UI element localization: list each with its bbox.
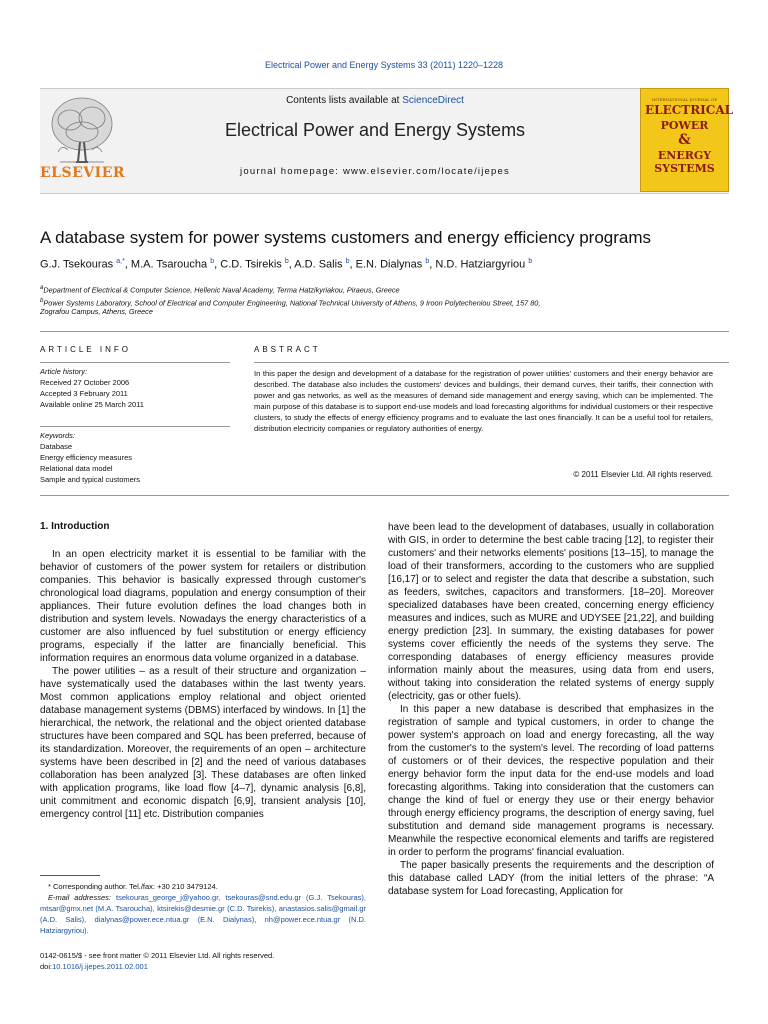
issn-block	[40, 950, 366, 972]
contents-prefix: Contents lists available at	[286, 95, 403, 106]
keyword: Relational data model	[40, 464, 113, 473]
corresponding-author: * Corresponding author. Tel./fax: +30 210 3479124.	[48, 882, 218, 891]
abstract-text: In this paper the design and development of a database for the registration of power utilities' customers and their energy behavior are described. The database also includes the customers' devices and buildings, their demand curves, their tariffs, their connection with power and gas networks, as well as the measures of demand side management and energy saving, which can be implemented. The main purpose of this database is to support end-use models and load forecasting algorithms for individual customers or their respective clusters, to study the effects of energy efficiency programs and to evaluate the last ones financially. It can be a useful tool for retailers, distribution electricity companies or regulatory authorities of energy.	[254, 369, 713, 433]
divider	[254, 362, 729, 363]
email-label: E-mail addresses:	[48, 893, 111, 902]
author-name: E.N. Dialynas	[355, 258, 423, 271]
history-label: Article history:	[40, 367, 88, 376]
doi-prefix: doi:	[40, 962, 53, 971]
paragraph: have been lead to the development of databases, usually in collaboration with GIS, in order to determine the best cable tracing [12], to register their customers' and their networks elements' positions [13–15], to manage the load of their transformers, according to the customers who are supplied [16,17] or to select and register the data that describe a substation, such as feeders, switches, capacitors and transformers. [18–20]. Moreover specialized databases have been created, concerning energy efficiency measures and indices, such as MURE and UDYSEE [21,22], and building energy prediction [23]. In summary, the existing databases for power systems cover efficiently the needs of the systems they serve. The corresponding databases of energy efficiency measures provide information mainly about the measures, using data from end users, without taking into consideration the related systems of energy supply (electricity, gas or other fuels).	[388, 522, 714, 702]
section-heading-introduction: 1. Introduction	[40, 521, 110, 532]
paragraph: The paper basically presents the requirements and the description of this database called LADY (from the initial letters of the phrase: “A database system for Load forecasting, Application for	[388, 860, 714, 897]
journal-homepage	[140, 166, 610, 177]
keyword: Database	[40, 442, 73, 451]
paragraph: In an open electricity market it is essential to be familiar with the behavior of customers of the power system for retailers or distribution companies. This behavior is basically expressed through customer's chronological load diagrams, population and energy consumption of their appliances. Their future evolution defines the load changes both in distribution and system levels. Nowadays the energy characteristics of a customer are also influenced by fuel substitution or energy efficiency programs, especially if the latter are financially beneficial. This information requires an enormous data volume organized in a database.	[40, 549, 366, 664]
author-name: M.A. Tsaroucha	[130, 258, 208, 271]
history-accepted: Accepted 3 February 2011	[40, 389, 128, 398]
keyword: Sample and typical customers	[40, 475, 141, 484]
paragraph: In this paper a new database is described that emphasizes in the registration of sample and typical customers, in order to change the power system's approach on load and energy forecasting, all the way from the customer's to the system's level. The recording of load patterns of customers or of their devices, the respective population and their energy behavior form the input data for the end-use models and load forecasting algorithms. Taking into consideration that the customers can change the kind of fuel or energy they use or their energy behavior through energy efficiency programs, the description of energy saving, fuel substitution and demand side management programs is necessary. Meanwhile the respective economical elements and tariffs are registered in order to perform the programs' financial evaluation.	[388, 704, 714, 858]
footnote-rule	[40, 875, 100, 876]
cover-line-5: SYSTEMS	[654, 162, 715, 175]
history-online: Available online 25 March 2011	[40, 400, 144, 409]
issn-line: 0142-0615/$ - see front matter © 2011 Elsevier Ltd. All rights reserved.	[40, 951, 275, 960]
author-affiliation-marker[interactable]: b	[345, 258, 350, 265]
journal-cover-thumbnail	[640, 88, 734, 192]
article-info-heading: ARTICLE INFO	[40, 345, 131, 354]
journal-name: Electrical Power and Energy Systems	[224, 120, 526, 140]
author-affiliation-marker[interactable]: b	[284, 258, 289, 265]
affiliation-text: Department of Electrical & Computer Science, Hellenic Naval Academy, Terma Hatzikyriakou, Piraeus, Greece	[43, 285, 400, 295]
divider	[40, 362, 230, 363]
email-addresses[interactable]: tsekouras_george_j@yahoo.gr, tsekouras@snd.edu.gr (G.J. Tsekouras), mtsar@gmx.net (M.A. Tsaroucha), ktsirekis@desmie.gr (C.D. Tsirekis), anastasios.salis@gmail.gr (A.D. Salis), dialynas@power.ece.ntua.gr (E.N. Dialynas), nh@power.ece.ntua.gr (N.D. Hatziargyriou).	[40, 893, 366, 935]
abstract-copyright: © 2011 Elsevier Ltd. All rights reserved.	[573, 470, 713, 479]
contents-line	[140, 95, 610, 106]
body-column-right	[388, 521, 714, 898]
author-name: C.D. Tsirekis	[220, 258, 282, 271]
cover-line-2: POWER	[660, 119, 709, 132]
keywords-label: Keywords:	[40, 431, 76, 440]
divider	[40, 331, 729, 332]
author-affiliation-marker[interactable]: b	[425, 258, 430, 265]
article-history	[40, 366, 230, 410]
author-list: G.J. Tsekouras $^{a,*}$, M.A. Tsaroucha $^b$, C.D. Tsirekis $^b$, A.D. Salis $^b$, E.N. Dialynas $^b$, N.D. Hatziargyriou $^b$	[40, 258, 533, 271]
elsevier-wordmark: ELSEVIER	[40, 165, 126, 181]
author-name: G.J. Tsekouras	[40, 258, 114, 271]
divider	[40, 426, 230, 427]
doi-link[interactable]: 10.1016/j.ijepes.2011.02.001	[52, 962, 148, 971]
keyword: Energy efficiency measures	[40, 453, 132, 462]
cover-line-3: &	[678, 132, 691, 148]
history-received: Received 27 October 2006	[40, 378, 130, 387]
author-affiliation-marker[interactable]: a,*	[116, 258, 125, 265]
homepage-link[interactable]: www.elsevier.com/locate/ijepes	[342, 166, 510, 177]
abstract-heading: ABSTRACT	[254, 345, 321, 354]
affiliation-b-cont	[40, 306, 730, 317]
sciencedirect-link[interactable]: ScienceDirect	[402, 95, 464, 106]
article-title: A database system for power systems customers and energy efficiency programs	[40, 228, 652, 247]
affiliation-text: Power Systems Laboratory, School of Electrical and Computer Engineering, National Technical University of Athens, 9 Iroon Polytecheniou Street, 157 80,	[43, 298, 541, 308]
author-name: A.D. Salis	[294, 258, 343, 271]
author-name: N.D. Hatziargyriou	[435, 258, 526, 271]
cover-line-4: ENERGY	[657, 149, 712, 162]
author-affiliation-marker[interactable]: b	[528, 258, 533, 265]
affiliation-a	[40, 282, 730, 295]
footnote	[40, 881, 366, 936]
cover-small-text: INTERNATIONAL JOURNAL OF	[651, 97, 718, 102]
journal-citation[interactable]: Electrical Power and Energy Systems 33 (2011) 1220–1228	[265, 60, 503, 70]
paragraph: The power utilities – as a result of their structure and organization – have systematically used the databases within the last twenty years. Most common applications employ relational and object oriented database management systems (DBMS) interfaced by windows. In [1] the hierarchical, the network, the relational and the object oriented database structures have been compared and SQL has been preferred, because of its standardization. Moreover, the requirements of an open – architecture systems have been described in [2] and the need of various databases collaboration has been analyzed [3]. These databases are often linked with application programs, like load flow [4–7], dynamic analysis [6,8], unit commitment and economic dispatch [6,9], transient analysis [10], emergency control [11] etc. Distribution companies	[40, 666, 366, 820]
cover-line-1: ELECTRICAL	[645, 103, 734, 117]
body-column-left	[40, 548, 366, 821]
homepage-prefix: journal homepage:	[240, 166, 343, 177]
affiliation-marker: a	[40, 284, 44, 291]
author-affiliation-marker[interactable]: b	[210, 258, 215, 265]
keywords	[40, 430, 230, 485]
divider	[40, 495, 729, 496]
affiliation-marker: b	[40, 297, 44, 304]
affiliation-text: Zografou Campus, Athens, Greece	[40, 307, 153, 316]
